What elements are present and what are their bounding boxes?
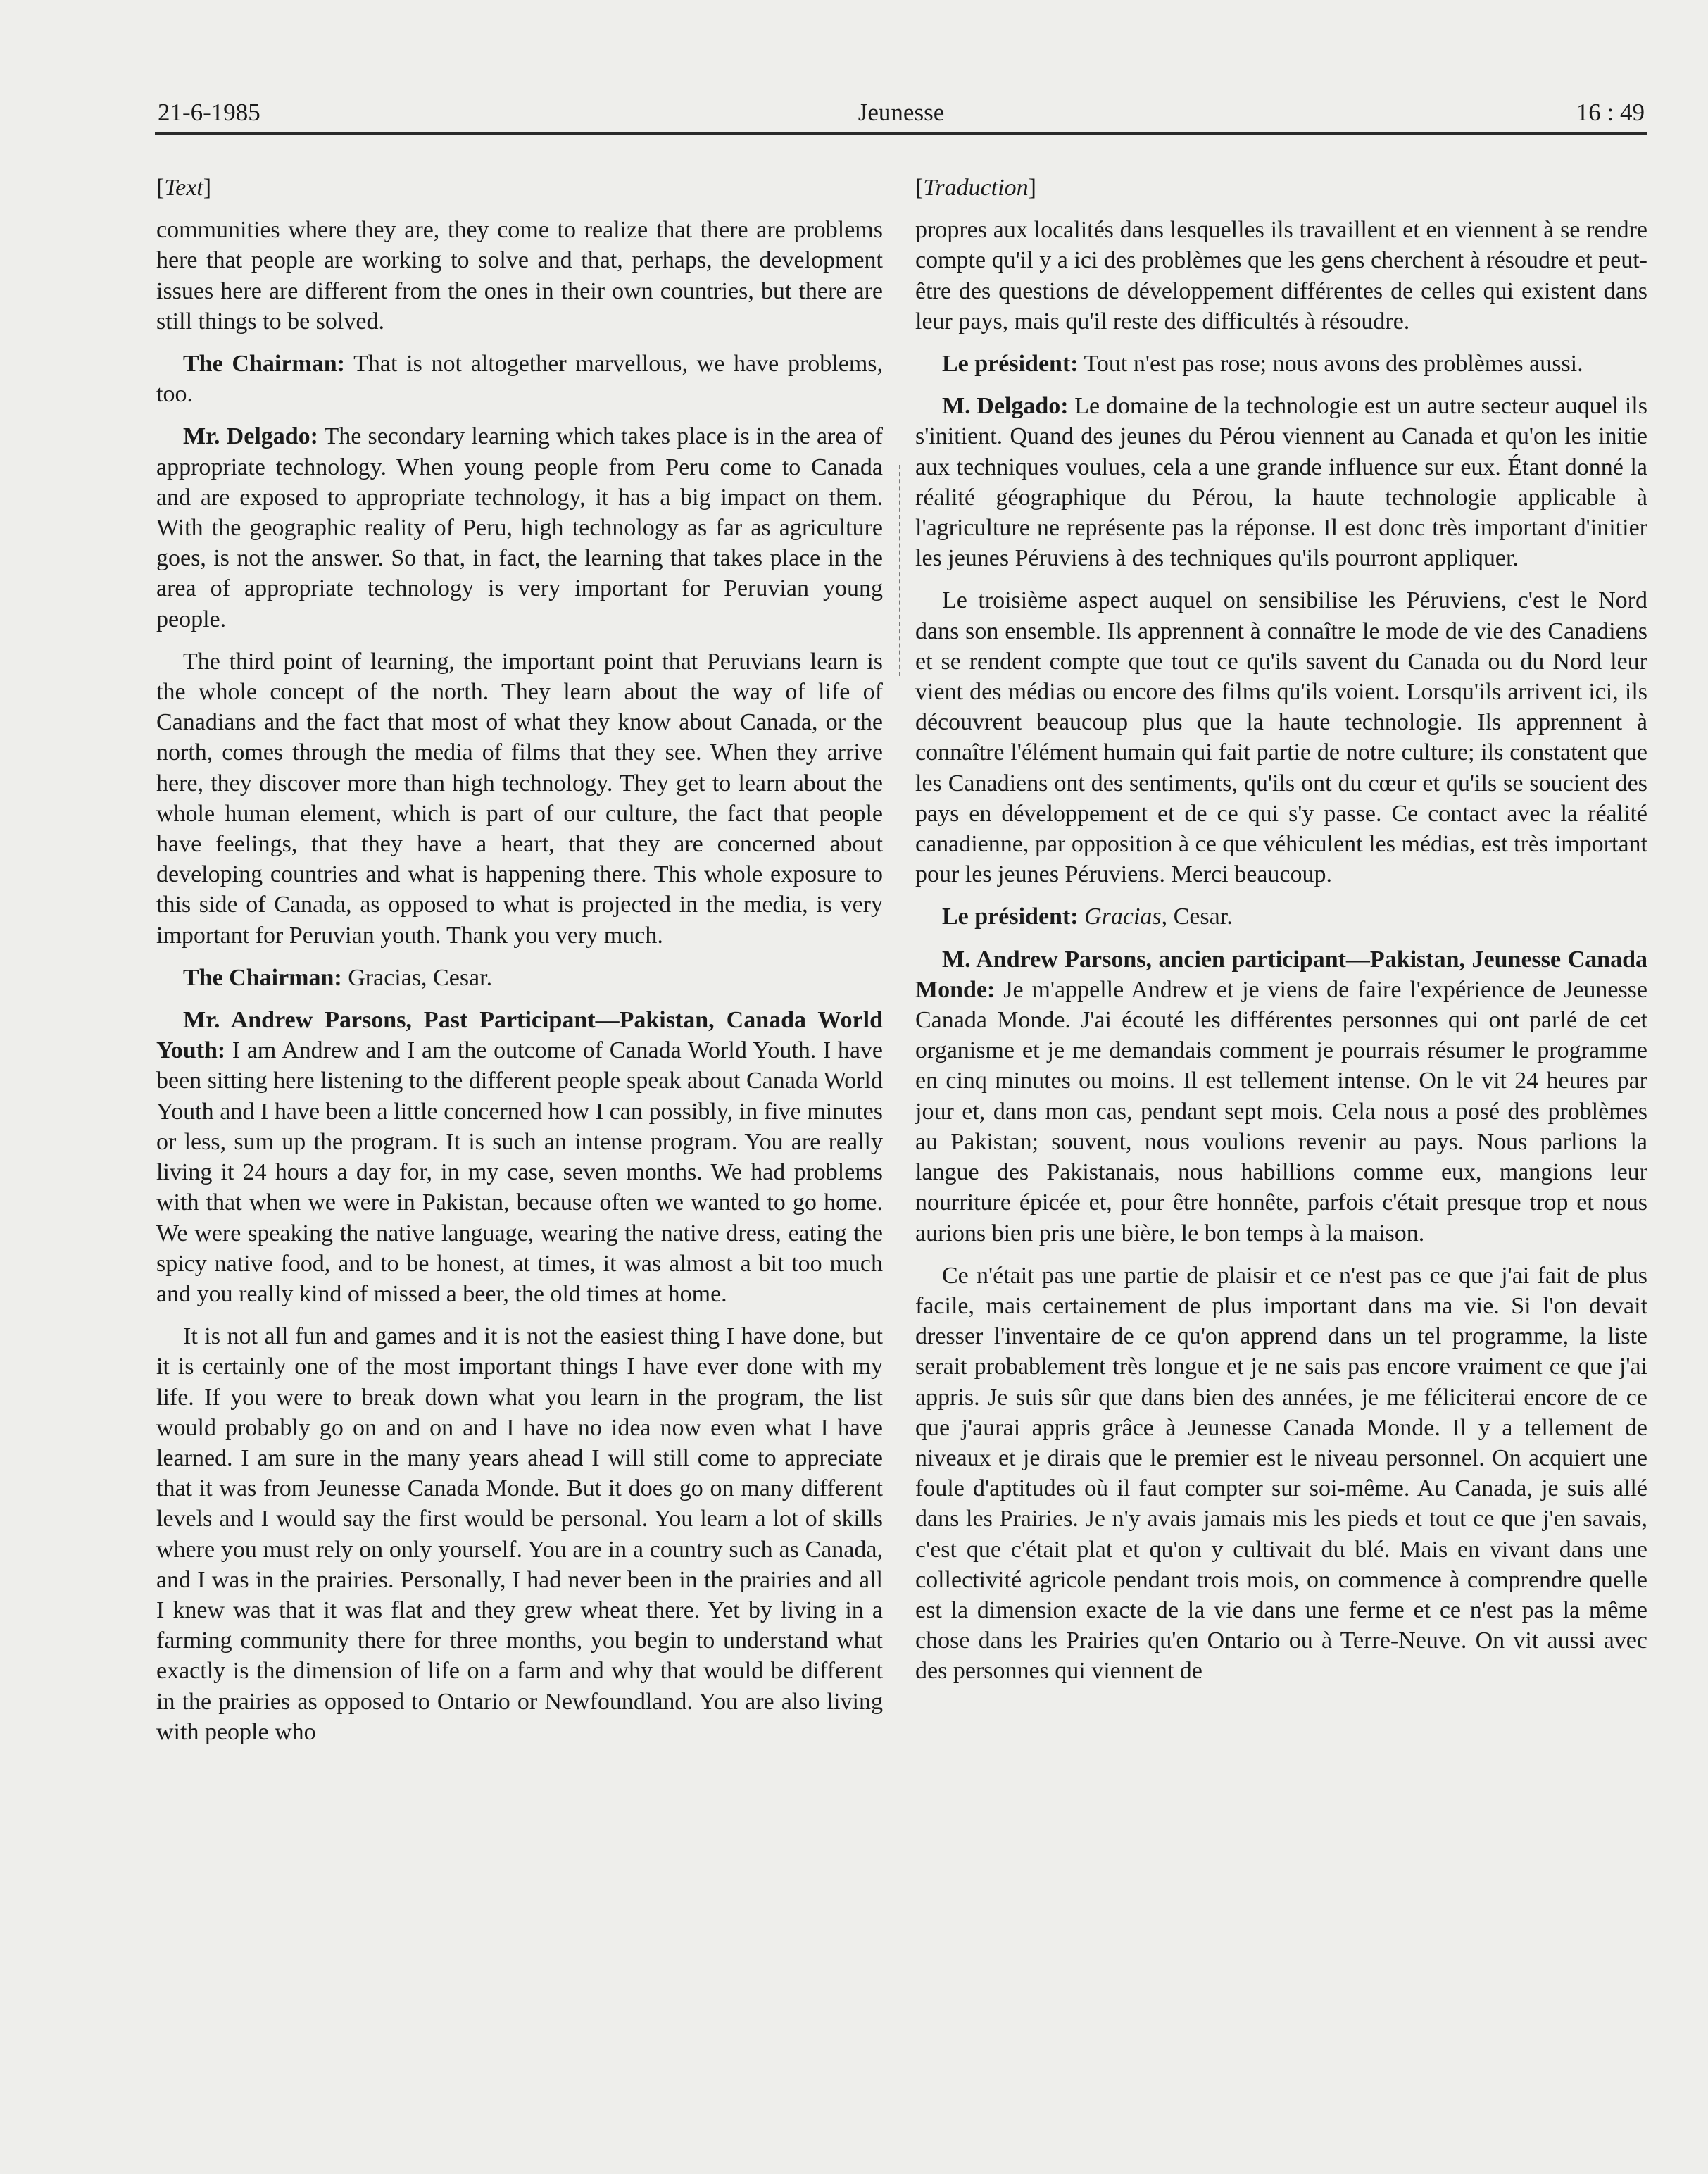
paragraph: Ce n'était pas une partie de plaisir et ce n'est pas ce que j'ai fait de plus facile, mais certainement de plus important dans ma vie. Si l'on devait dresser l'inventaire de ce qu'on apprend dans un tel programme, la liste serait probablement très longue et je ne sais pas encore vraiment ce que j'ai appris. Je suis sûr que dans bien des années, je me féliciterai encore de ce que j'aurai appris grâce à Jeunesse Canada Monde. Il y a tellement de niveaux et je dirais que le premier est le niveau personnel. On acquiert une foule d'aptitudes où il faut compter sur soi-même. Au Canada, je suis allé dans les Prairies. Je n'y avais jamais mis les pieds et tout ce que j'en savais, c'est que c'était plat et qu'on y cultivait du blé. Mais en vivant dans une collectivité agricole pendant trois mois, on commence à comprendre quelle est la dimension exacte de la vie dans une ferme et ce n'est pas la même chose dans les Prairies qu'en Ontario ou à Terre-Neuve. On vit aussi avec des personnes qui viennent de <box>915 1262 1647 1685</box>
speaker-name: Mr. Andrew Parsons, Past Participant—Pakistan, Canada World Youth: <box>156 1007 883 1064</box>
speech-text: , Cesar. <box>1161 904 1233 930</box>
english-column <box>156 173 883 1759</box>
paragraph <box>915 944 1647 1249</box>
paragraph <box>915 391 1647 573</box>
french-column <box>915 173 1647 1699</box>
speaker-name: The Chairman: <box>183 351 345 377</box>
speaker-name: The Chairman: <box>183 964 342 991</box>
column-label: [Text] <box>156 175 212 201</box>
speaker-name: M. Delgado: <box>942 393 1069 420</box>
speech-text: I am Andrew and I am the outcome of Canada World Youth. I have been sitting here listening to the different people speak about Canada World Youth and I have been a little concerned how I can possibly, in five minutes or less, sum up the program. It is such an intense program. You are really living it 24 hours a day for, in my case, seven months. We had problems with that when we were in Pakistan, because often we wanted to go home. We were speaking the native language, wearing the native dress, eating the spicy native food, and to be honest, at times, it was almost a bit too much and you really kind of missed a beer, the old times at home. <box>156 1037 883 1307</box>
speaker-name: Mr. Delgado: <box>183 423 318 450</box>
speech-text: Le domaine de la technologie est un autre secteur auquel ils s'initient. Quand des jeunes du Pérou viennent au Canada et qu'on les initie aux techniques voulues, cela a une grande influence sur eux. Étant donné la réalité géographique du Pérou, la haute technologie applicable à l'agriculture ne représente pas la réponse. Il est donc très important d'initier les jeunes Péruviens à des techniques qu'ils pourront appliquer. <box>915 393 1647 572</box>
paragraph <box>156 421 883 634</box>
speech-text-italic: Gracias <box>1078 904 1162 930</box>
speech-text: Gracias, Cesar. <box>341 964 493 991</box>
paragraph <box>915 349 1647 379</box>
speaker-name: Le président: <box>942 351 1079 377</box>
speaker-name: M. Andrew Parsons, ancien participant—Pakistan, Jeunesse Canada Monde: <box>915 946 1647 1003</box>
margin-change-bar <box>899 465 900 676</box>
speaker-name: Le président: <box>942 904 1079 930</box>
header-date: 21-6-1985 <box>158 99 260 126</box>
paragraph: communities where they are, they come to realize that there are problems here that people are working to solve and that, perhaps, the development issues here are different from the ones in their own countries, but there are still things to be solved. <box>156 217 883 335</box>
header-title: Jeunesse <box>858 99 945 126</box>
paragraph: propres aux localités dans lesquelles ils travaillent et en viennent à se rendre compte qu'il y a ici des problèmes que les gens cherchent à résoudre et peut-être des questions de développement différentes de celles qui existent dans leur pays, mais qu'il reste des difficultés à résoudre. <box>915 217 1647 335</box>
paragraph: Le troisième aspect auquel on sensibilise les Péruviens, c'est le Nord dans son ensemble. Ils apprennent à connaître le mode de vie des Canadiens et se rendent compte que tout ce qu'ils savent du Canada ou du Nord leur vient des médias ou encore des films qu'ils voient. Lorsqu'ils arrivent ici, ils découvrent beaucoup plus que la haute technologie. Ils apprennent à connaître l'élément humain qui fait partie de notre culture; ils constatent que les Canadiens ont des sentiments, qu'ils ont du cœur et qu'ils se soucient des pays en développement et de ce qui s'y passe. Ce contact avec la réalité canadienne, par opposition à ce que véhiculent les médias, est très important pour les jeunes Péruviens. Merci beaucoup. <box>915 587 1647 888</box>
speech-text: Tout n'est pas rose; nous avons des problèmes aussi. <box>1078 351 1583 377</box>
speech-text: That is not altogether marvellous, we have problems, too. <box>156 351 884 408</box>
paragraph: The third point of learning, the important point that Peruvians learn is the whole concept of the north. They learn about the way of life of Canadians and the fact that most of what they know about Canada, or the north, comes through the media of films that they see. When they arrive here, they discover more than high technology. They get to learn about the whole human element, which is part of our culture, the fact that people have feelings, that they have a heart, that they are concerned about developing countries and what is happening there. This whole exposure to this side of Canada, as opposed to what is projected in the media, is very important for Peruvian youth. Thank you very much. <box>156 648 883 949</box>
paragraph: It is not all fun and games and it is not the easiest thing I have done, but it is certainly one of the most important things I have ever done with my life. If you were to break down what you learn in the program, the list would probably go on and on and I have no idea now even what I have learned. I am sure in the many years ahead I will still come to appreciate that it was from Jeunesse Canada Monde. But it does go on many different levels and I would say the first would be personal. You learn a lot of skills where you must rely on only yourself. You are in a country such as Canada, and I was in the prairies. Personally, I had never been in the prairies and all I knew was that it was flat and they grew wheat there. Yet by living in a farming community there for three months, you begin to understand what exactly is the dimension of life on a farm and why that would be different in the prairies as opposed to Ontario or Newfoundland. You are also living with people who <box>156 1323 883 1745</box>
header-page-number: 16 : 49 <box>1576 99 1645 126</box>
speech-text: The secondary learning which takes place is in the area of appropriate technology. When young people from Peru come to Canada and are exposed to appropriate technology, it has a big impact on them. With the geographic reality of Peru, high technology as far as agriculture goes, is not the answer. So that, in fact, the learning that takes place in the area of appropriate technology is very important for Peruvian young people. <box>156 423 883 632</box>
paragraph <box>915 901 1647 932</box>
paragraph <box>156 963 883 993</box>
paragraph <box>156 349 883 409</box>
speech-text: Je m'appelle Andrew et je viens de faire l'expérience de Jeunesse Canada Monde. J'ai écouté les différentes personnes qui ont parlé de cet organisme et je me demandais comment je pourrais résumer le programme en cinq minutes ou moins. Il est tellement intense. On le vit 24 heures par jour et, dans mon cas, pendant sept mois. Cela nous a posé des problèmes au Pakistan; souvent, nous voulions revenir au pays. Nous parlions la langue des Pakistanais, nous habillions comme eux, mangions leur nourriture épicée et, pour être honnête, parfois c'était presque trop et nous aurions bien pris une bière, le bon temps à la maison. <box>915 976 1647 1247</box>
page-header <box>155 97 1647 135</box>
paragraph <box>156 1005 883 1309</box>
column-label: [Traduction] <box>915 175 1036 201</box>
